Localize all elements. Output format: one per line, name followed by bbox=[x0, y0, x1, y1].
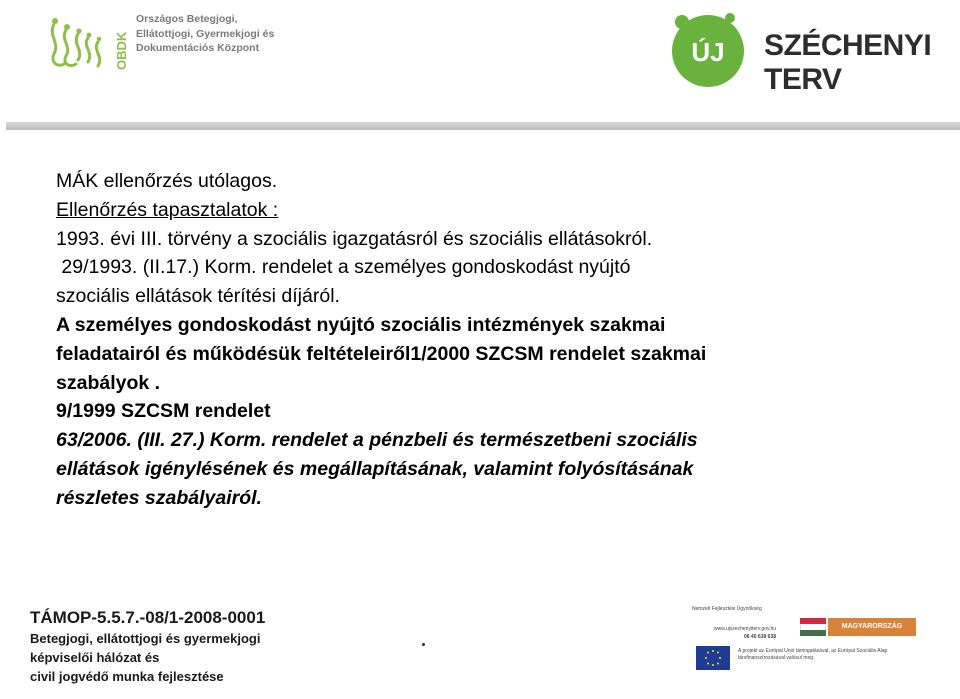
svg-text:OBDK: OBDK bbox=[114, 31, 129, 70]
agency-phone: 06 40 638 638 bbox=[744, 634, 776, 640]
hungarian-flag-icon bbox=[800, 618, 826, 636]
text-line: MÁK ellenőrzés utólagos. bbox=[56, 170, 278, 192]
agency-name: Nemzeti Fejlesztési Ügynökség bbox=[692, 606, 762, 612]
obdk-line: Országos Betegjogi, bbox=[136, 13, 238, 25]
szechenyi-title: SZÉCHENYI TERV bbox=[764, 29, 932, 96]
text-line: ellátások igénylésének és megállapításának, valamint folyósításának bbox=[56, 457, 694, 480]
text-line: Ellenőrzés tapasztalatok : bbox=[56, 198, 279, 221]
eu-flag-icon bbox=[696, 646, 730, 670]
text-line: 29/1993. (II.17.) Korm. rendelet a személyes gondoskodást nyújtó bbox=[56, 256, 631, 279]
obdk-name bbox=[136, 12, 274, 56]
stray-dot bbox=[422, 643, 425, 646]
obdk-line: Dokumentációs Központ bbox=[136, 42, 260, 54]
tamop-block bbox=[30, 607, 265, 686]
text-line: 63/2006. (III. 27.) Korm. rendelet a pénzbeli és természetbeni szociális bbox=[56, 429, 698, 452]
tamop-line: civil jogvédő munka fejlesztése bbox=[30, 669, 224, 684]
tamop-code: TÁMOP-5.5.7.-08/1-2008-0001 bbox=[30, 608, 266, 627]
tamop-line: Betegjogi, ellátottjogi és gyermekjogi bbox=[30, 631, 261, 646]
text-line: szociális ellátások térítési díjáról. bbox=[56, 285, 340, 308]
svg-text:ÚJ: ÚJ bbox=[691, 37, 725, 67]
obdk-line: Ellátottjogi, Gyermekjogi és bbox=[136, 27, 275, 40]
agency-website: www.ujszechenyiterv.gov.hu bbox=[714, 626, 777, 632]
text-line: 1993. évi III. törvény a szociális igazgatásról és szociális ellátásokról. bbox=[56, 227, 653, 250]
obdk-vertical-label bbox=[112, 12, 132, 72]
main-text bbox=[56, 167, 936, 513]
header-divider bbox=[6, 122, 960, 130]
funding-badge bbox=[690, 604, 918, 678]
eu-support-note: A projekt az Európai Unió támogatásával, az Európai Szociális Alap társfinanszírozásával valósul meg. bbox=[738, 648, 888, 661]
text-line: feladatairól és működésük feltételeiről1/2000 SZCSM rendelet szakmai bbox=[56, 342, 707, 365]
szechenyi-logo-icon bbox=[668, 8, 758, 94]
text-line: szabályok . bbox=[56, 371, 161, 394]
header bbox=[0, 0, 960, 130]
text-line: 9/1999 SZCSM rendelet bbox=[56, 400, 271, 423]
tamop-line: képviselői hálózat és bbox=[30, 650, 160, 665]
text-line: A személyes gondoskodást nyújtó szociális intézmények szakmai bbox=[56, 313, 666, 336]
obdk-logo-icon bbox=[46, 16, 106, 72]
magyarorszag-banner: MAGYARORSZÁG MEGÚJUL bbox=[828, 618, 916, 636]
text-line: részletes szabályairól. bbox=[56, 486, 262, 509]
